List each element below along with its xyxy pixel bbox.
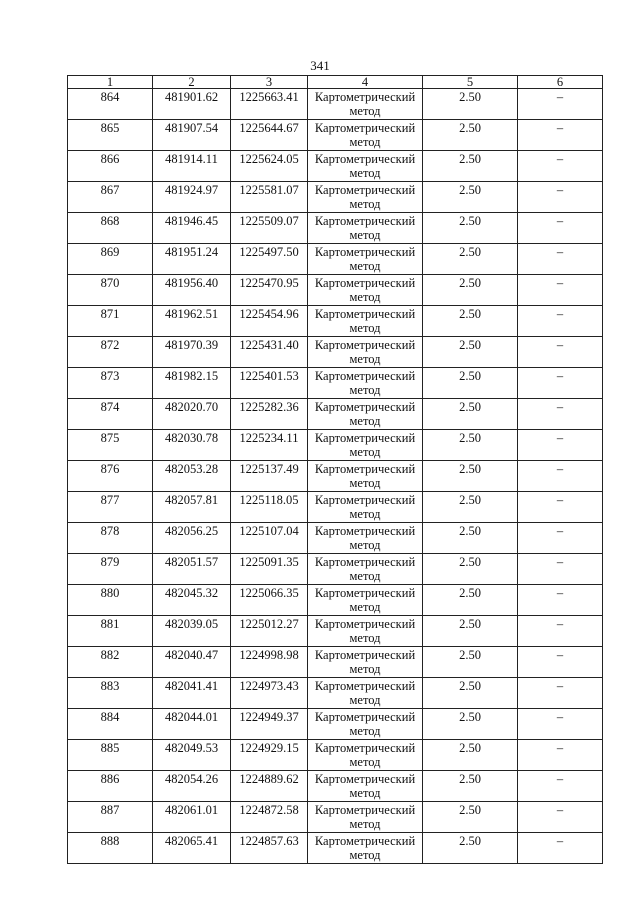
note-cell: – — [518, 151, 603, 182]
y-coordinate-cell: 1225581.07 — [231, 182, 308, 213]
method-cell: Картометрический метод — [308, 678, 423, 709]
precision-cell: 2.50 — [423, 709, 518, 740]
table-row — [68, 461, 603, 492]
x-coordinate-cell: 482053.28 — [153, 461, 231, 492]
note-cell: – — [518, 120, 603, 151]
column-header-4: 4 — [308, 76, 423, 89]
table-row — [68, 833, 603, 864]
note-cell: – — [518, 368, 603, 399]
precision-cell: 2.50 — [423, 89, 518, 120]
note-cell: – — [518, 833, 603, 864]
point-number-cell: 866 — [68, 151, 153, 182]
x-coordinate-cell: 482044.01 — [153, 709, 231, 740]
y-coordinate-cell: 1224949.37 — [231, 709, 308, 740]
precision-cell: 2.50 — [423, 368, 518, 399]
precision-cell: 2.50 — [423, 120, 518, 151]
x-coordinate-cell: 482061.01 — [153, 802, 231, 833]
point-number-cell: 883 — [68, 678, 153, 709]
table-row — [68, 430, 603, 461]
note-cell: – — [518, 89, 603, 120]
point-number-cell: 887 — [68, 802, 153, 833]
x-coordinate-cell: 482054.26 — [153, 771, 231, 802]
y-coordinate-cell: 1225454.96 — [231, 306, 308, 337]
point-number-cell: 872 — [68, 337, 153, 368]
table-row — [68, 368, 603, 399]
column-header-6: 6 — [518, 76, 603, 89]
y-coordinate-cell: 1225282.36 — [231, 399, 308, 430]
table-row — [68, 585, 603, 616]
table-row — [68, 523, 603, 554]
table-row — [68, 771, 603, 802]
point-number-cell: 874 — [68, 399, 153, 430]
method-cell: Картометрический метод — [308, 709, 423, 740]
note-cell: – — [518, 213, 603, 244]
method-cell: Картометрический метод — [308, 585, 423, 616]
point-number-cell: 869 — [68, 244, 153, 275]
x-coordinate-cell: 482057.81 — [153, 492, 231, 523]
precision-cell: 2.50 — [423, 647, 518, 678]
table-row — [68, 275, 603, 306]
note-cell: – — [518, 523, 603, 554]
y-coordinate-cell: 1224998.98 — [231, 647, 308, 678]
method-cell: Картометрический метод — [308, 337, 423, 368]
table-row — [68, 244, 603, 275]
x-coordinate-cell: 482065.41 — [153, 833, 231, 864]
method-cell: Картометрический метод — [308, 430, 423, 461]
x-coordinate-cell: 481914.11 — [153, 151, 231, 182]
y-coordinate-cell: 1225497.50 — [231, 244, 308, 275]
point-number-cell: 881 — [68, 616, 153, 647]
table-row — [68, 306, 603, 337]
precision-cell: 2.50 — [423, 306, 518, 337]
x-coordinate-cell: 482030.78 — [153, 430, 231, 461]
precision-cell: 2.50 — [423, 802, 518, 833]
table-header — [68, 76, 603, 89]
precision-cell: 2.50 — [423, 585, 518, 616]
point-number-cell: 868 — [68, 213, 153, 244]
method-cell: Картометрический метод — [308, 306, 423, 337]
y-coordinate-cell: 1225107.04 — [231, 523, 308, 554]
point-number-cell: 879 — [68, 554, 153, 585]
column-header-2: 2 — [153, 76, 231, 89]
table-row — [68, 337, 603, 368]
precision-cell: 2.50 — [423, 461, 518, 492]
y-coordinate-cell: 1225509.07 — [231, 213, 308, 244]
point-number-cell: 865 — [68, 120, 153, 151]
y-coordinate-cell: 1224929.15 — [231, 740, 308, 771]
table-body — [68, 89, 603, 864]
point-number-cell: 870 — [68, 275, 153, 306]
note-cell: – — [518, 275, 603, 306]
point-number-cell: 884 — [68, 709, 153, 740]
method-cell: Картометрический метод — [308, 492, 423, 523]
x-coordinate-cell: 481982.15 — [153, 368, 231, 399]
point-number-cell: 885 — [68, 740, 153, 771]
y-coordinate-cell: 1224872.58 — [231, 802, 308, 833]
x-coordinate-cell: 482039.05 — [153, 616, 231, 647]
y-coordinate-cell: 1225066.35 — [231, 585, 308, 616]
y-coordinate-cell: 1225470.95 — [231, 275, 308, 306]
table-row — [68, 213, 603, 244]
method-cell: Картометрический метод — [308, 182, 423, 213]
x-coordinate-cell: 481970.39 — [153, 337, 231, 368]
table-row — [68, 616, 603, 647]
note-cell: – — [518, 182, 603, 213]
note-cell: – — [518, 492, 603, 523]
table-row — [68, 709, 603, 740]
precision-cell: 2.50 — [423, 213, 518, 244]
note-cell: – — [518, 585, 603, 616]
table-row — [68, 554, 603, 585]
y-coordinate-cell: 1225401.53 — [231, 368, 308, 399]
y-coordinate-cell: 1225091.35 — [231, 554, 308, 585]
point-number-cell: 867 — [68, 182, 153, 213]
table-row — [68, 151, 603, 182]
precision-cell: 2.50 — [423, 554, 518, 585]
method-cell: Картометрический метод — [308, 213, 423, 244]
method-cell: Картометрический метод — [308, 523, 423, 554]
point-number-cell: 864 — [68, 89, 153, 120]
x-coordinate-cell: 482056.25 — [153, 523, 231, 554]
y-coordinate-cell: 1225663.41 — [231, 89, 308, 120]
precision-cell: 2.50 — [423, 275, 518, 306]
precision-cell: 2.50 — [423, 430, 518, 461]
note-cell: – — [518, 678, 603, 709]
method-cell: Картометрический метод — [308, 151, 423, 182]
precision-cell: 2.50 — [423, 740, 518, 771]
note-cell: – — [518, 244, 603, 275]
y-coordinate-cell: 1224857.63 — [231, 833, 308, 864]
column-header-3: 3 — [231, 76, 308, 89]
y-coordinate-cell: 1225644.67 — [231, 120, 308, 151]
header-row — [68, 76, 603, 89]
method-cell: Картометрический метод — [308, 802, 423, 833]
x-coordinate-cell: 482045.32 — [153, 585, 231, 616]
precision-cell: 2.50 — [423, 833, 518, 864]
y-coordinate-cell: 1225012.27 — [231, 616, 308, 647]
note-cell: – — [518, 337, 603, 368]
note-cell: – — [518, 616, 603, 647]
y-coordinate-cell: 1225234.11 — [231, 430, 308, 461]
method-cell: Картометрический метод — [308, 399, 423, 430]
precision-cell: 2.50 — [423, 244, 518, 275]
precision-cell: 2.50 — [423, 182, 518, 213]
x-coordinate-cell: 482049.53 — [153, 740, 231, 771]
column-header-5: 5 — [423, 76, 518, 89]
y-coordinate-cell: 1224889.62 — [231, 771, 308, 802]
method-cell: Картометрический метод — [308, 461, 423, 492]
point-number-cell: 882 — [68, 647, 153, 678]
method-cell: Картометрический метод — [308, 771, 423, 802]
note-cell: – — [518, 399, 603, 430]
note-cell: – — [518, 802, 603, 833]
point-number-cell: 878 — [68, 523, 153, 554]
note-cell: – — [518, 554, 603, 585]
note-cell: – — [518, 430, 603, 461]
table-row — [68, 802, 603, 833]
method-cell: Картометрический метод — [308, 120, 423, 151]
point-number-cell: 875 — [68, 430, 153, 461]
method-cell: Картометрический метод — [308, 244, 423, 275]
note-cell: – — [518, 771, 603, 802]
precision-cell: 2.50 — [423, 399, 518, 430]
precision-cell: 2.50 — [423, 678, 518, 709]
precision-cell: 2.50 — [423, 492, 518, 523]
precision-cell: 2.50 — [423, 771, 518, 802]
method-cell: Картометрический метод — [308, 616, 423, 647]
table-row — [68, 182, 603, 213]
x-coordinate-cell: 481907.54 — [153, 120, 231, 151]
x-coordinate-cell: 482051.57 — [153, 554, 231, 585]
point-number-cell: 886 — [68, 771, 153, 802]
x-coordinate-cell: 481946.45 — [153, 213, 231, 244]
x-coordinate-cell: 481901.62 — [153, 89, 231, 120]
point-number-cell: 871 — [68, 306, 153, 337]
y-coordinate-cell: 1225118.05 — [231, 492, 308, 523]
y-coordinate-cell: 1225431.40 — [231, 337, 308, 368]
note-cell: – — [518, 647, 603, 678]
x-coordinate-cell: 482040.47 — [153, 647, 231, 678]
method-cell: Картометрический метод — [308, 647, 423, 678]
point-number-cell: 876 — [68, 461, 153, 492]
x-coordinate-cell: 482041.41 — [153, 678, 231, 709]
table-row — [68, 740, 603, 771]
table-row — [68, 492, 603, 523]
table-row — [68, 89, 603, 120]
precision-cell: 2.50 — [423, 523, 518, 554]
point-number-cell: 880 — [68, 585, 153, 616]
x-coordinate-cell: 481951.24 — [153, 244, 231, 275]
point-number-cell: 873 — [68, 368, 153, 399]
note-cell: – — [518, 740, 603, 771]
table-row — [68, 399, 603, 430]
page-number: 341 — [310, 58, 330, 73]
x-coordinate-cell: 481962.51 — [153, 306, 231, 337]
coordinates-table — [67, 75, 603, 864]
point-number-cell: 877 — [68, 492, 153, 523]
precision-cell: 2.50 — [423, 151, 518, 182]
method-cell: Картометрический метод — [308, 89, 423, 120]
point-number-cell: 888 — [68, 833, 153, 864]
x-coordinate-cell: 481924.97 — [153, 182, 231, 213]
x-coordinate-cell: 481956.40 — [153, 275, 231, 306]
y-coordinate-cell: 1225624.05 — [231, 151, 308, 182]
x-coordinate-cell: 482020.70 — [153, 399, 231, 430]
method-cell: Картометрический метод — [308, 554, 423, 585]
method-cell: Картометрический метод — [308, 833, 423, 864]
note-cell: – — [518, 461, 603, 492]
note-cell: – — [518, 306, 603, 337]
method-cell: Картометрический метод — [308, 740, 423, 771]
column-header-1: 1 — [68, 76, 153, 89]
y-coordinate-cell: 1225137.49 — [231, 461, 308, 492]
note-cell: – — [518, 709, 603, 740]
y-coordinate-cell: 1224973.43 — [231, 678, 308, 709]
table-row — [68, 647, 603, 678]
method-cell: Картометрический метод — [308, 275, 423, 306]
precision-cell: 2.50 — [423, 337, 518, 368]
method-cell: Картометрический метод — [308, 368, 423, 399]
precision-cell: 2.50 — [423, 616, 518, 647]
table-row — [68, 678, 603, 709]
table-row — [68, 120, 603, 151]
